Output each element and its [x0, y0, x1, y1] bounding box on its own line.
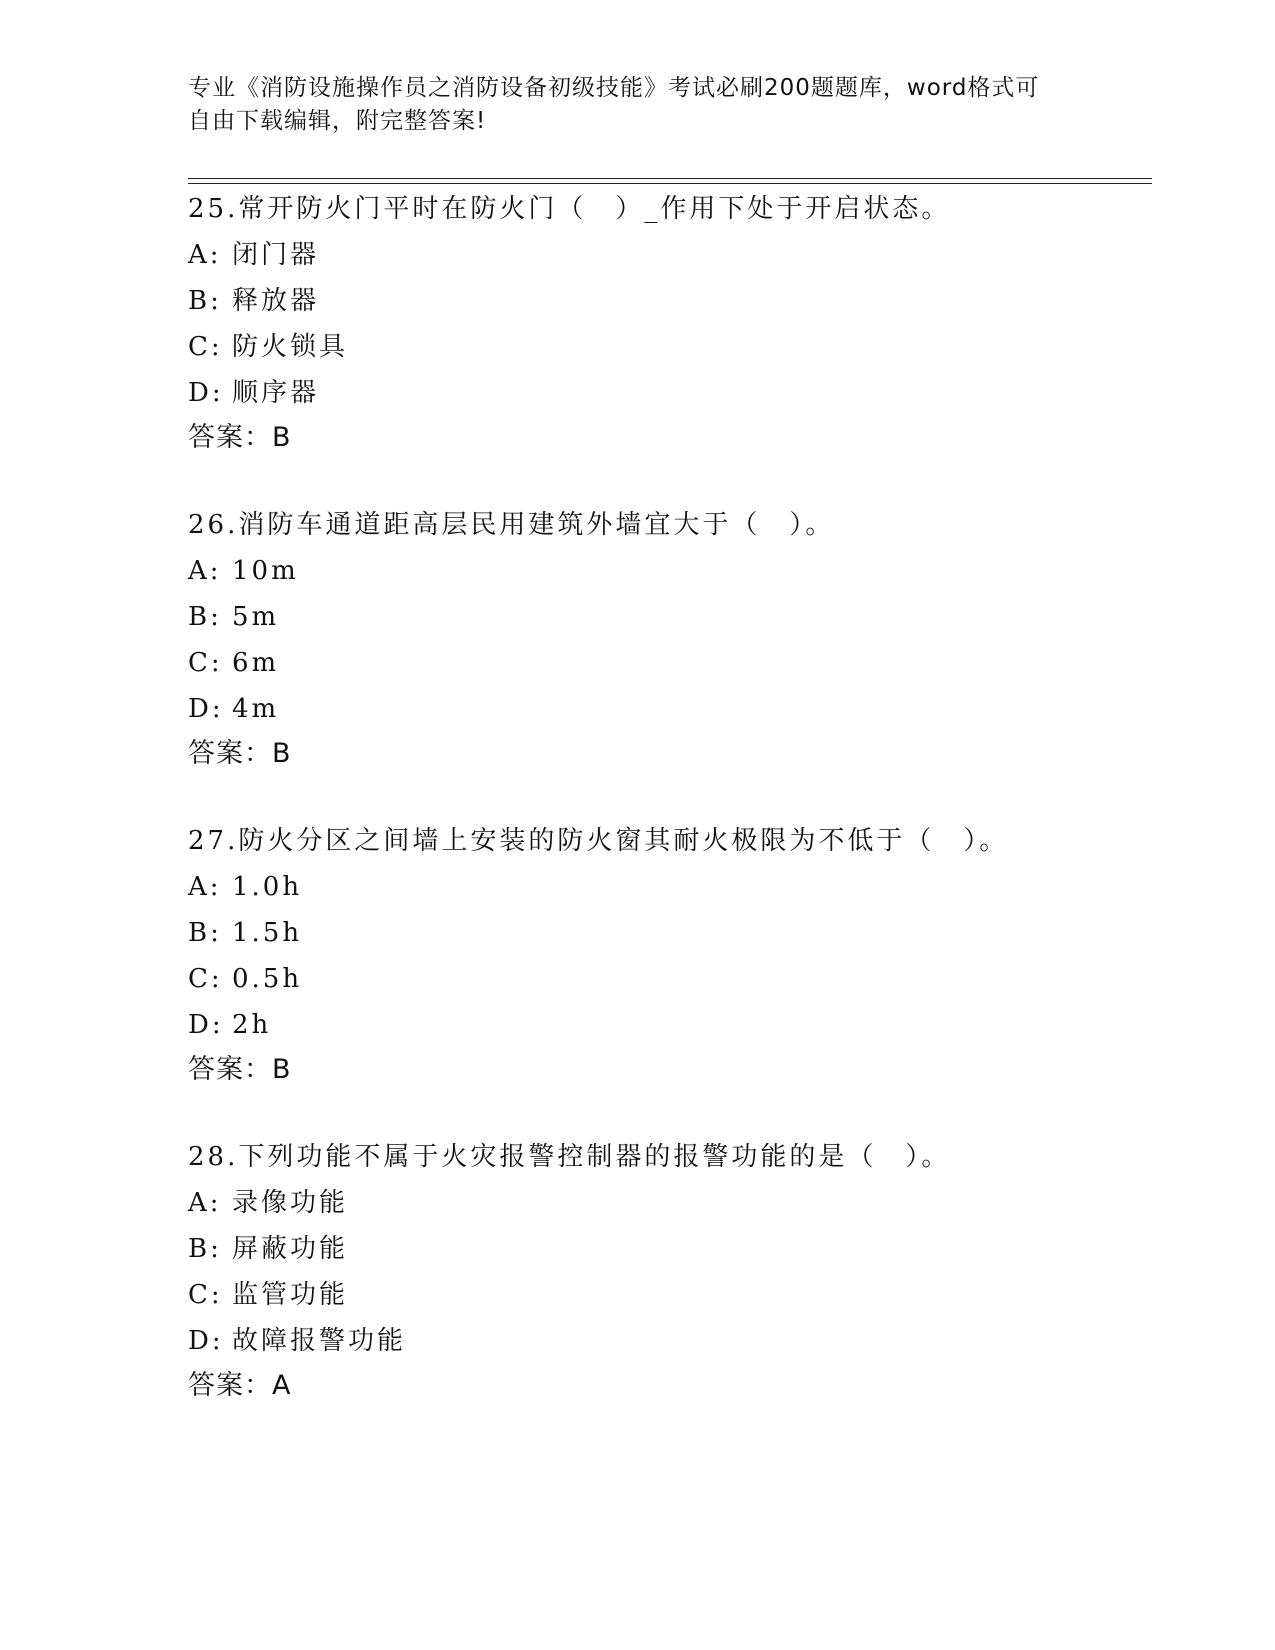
option-key: D:	[188, 1326, 224, 1356]
option-c	[188, 640, 1168, 686]
option-list	[188, 864, 1168, 1048]
option-text: 2h	[232, 1010, 272, 1040]
answer-line: 答案：B	[188, 738, 292, 769]
question-title: 25.常开防火门平时在防火门（ ）_作用下处于开启状态。	[188, 194, 951, 224]
option-c	[188, 1272, 1168, 1318]
answer-line: 答案：B	[188, 422, 292, 453]
question-25	[188, 186, 1168, 462]
option-d	[188, 1318, 1168, 1364]
question-28	[188, 1134, 1168, 1410]
option-text: 10m	[232, 556, 299, 586]
option-list	[188, 232, 1168, 416]
option-key: A:	[188, 240, 222, 270]
option-list	[188, 1180, 1168, 1364]
question-title: 26.消防车通道距高层民用建筑外墙宜大于（ ）。	[188, 510, 835, 540]
header-divider-bottom	[188, 183, 1152, 184]
answer-line: 答案：A	[188, 1370, 292, 1401]
option-key: C:	[188, 648, 223, 678]
header-divider-top	[188, 178, 1152, 179]
option-key: C:	[188, 964, 223, 994]
option-text: 释放器	[232, 286, 320, 316]
option-a	[188, 864, 1168, 910]
question-title: 27.防火分区之间墙上安装的防火窗其耐火极限为不低于（ ）。	[188, 826, 1009, 856]
option-key: D:	[188, 1010, 224, 1040]
option-text: 防火锁具	[232, 332, 349, 362]
option-text: 1.0h	[232, 872, 303, 902]
option-d	[188, 1002, 1168, 1048]
document-header	[188, 72, 1088, 138]
option-key: B:	[188, 286, 222, 316]
option-c	[188, 956, 1168, 1002]
option-a	[188, 548, 1168, 594]
option-text: 录像功能	[232, 1188, 349, 1218]
option-text: 顺序器	[232, 378, 320, 408]
option-text: 监管功能	[232, 1280, 349, 1310]
option-d	[188, 370, 1168, 416]
option-text: 屏蔽功能	[232, 1234, 349, 1264]
header-line-2: 自由下载编辑，附完整答案!	[188, 108, 487, 134]
option-text: 4m	[232, 694, 280, 724]
option-text: 1.5h	[232, 918, 303, 948]
option-a	[188, 1180, 1168, 1226]
option-list	[188, 548, 1168, 732]
answer-line: 答案：B	[188, 1054, 292, 1085]
option-c	[188, 324, 1168, 370]
question-26	[188, 502, 1168, 778]
header-line-1: 专业《消防设施操作员之消防设备初级技能》考试必刷200题题库，word格式可	[188, 75, 1040, 101]
option-key: B:	[188, 602, 222, 632]
option-key: B:	[188, 918, 222, 948]
question-27	[188, 818, 1168, 1094]
option-b	[188, 594, 1168, 640]
option-key: A:	[188, 872, 222, 902]
option-key: C:	[188, 1280, 223, 1310]
option-key: D:	[188, 378, 224, 408]
option-key: C:	[188, 332, 223, 362]
question-title: 28.下列功能不属于火灾报警控制器的报警功能的是（ ）。	[188, 1142, 951, 1172]
option-text: 0.5h	[232, 964, 303, 994]
option-text: 故障报警功能	[232, 1326, 407, 1356]
option-a	[188, 232, 1168, 278]
option-text: 6m	[232, 648, 280, 678]
option-text: 闭门器	[232, 240, 320, 270]
option-b	[188, 278, 1168, 324]
option-b	[188, 910, 1168, 956]
option-key: A:	[188, 556, 222, 586]
option-key: A:	[188, 1188, 222, 1218]
option-text: 5m	[232, 602, 280, 632]
option-key: D:	[188, 694, 224, 724]
option-key: B:	[188, 1234, 222, 1264]
option-b	[188, 1226, 1168, 1272]
option-d	[188, 686, 1168, 732]
